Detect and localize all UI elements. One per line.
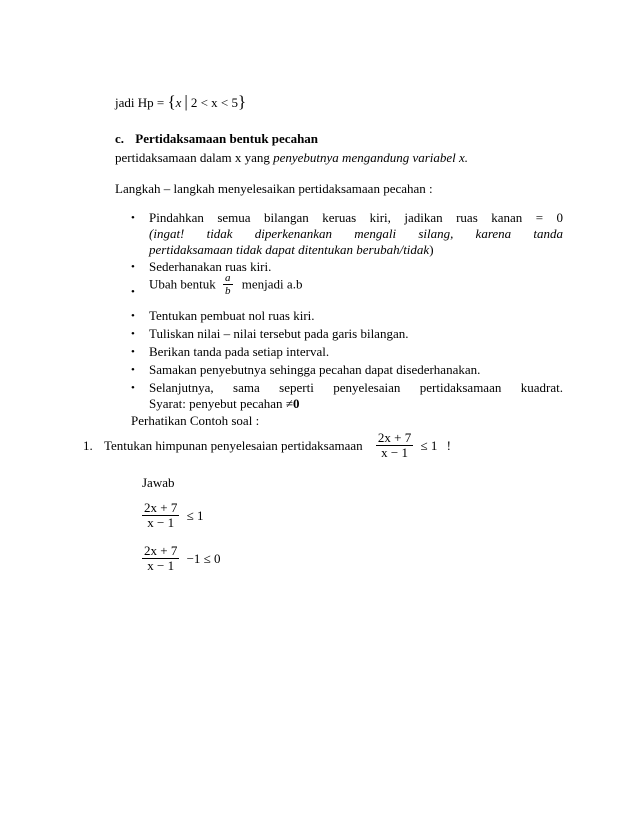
section-label: c. xyxy=(115,131,125,146)
bullet-8-line-2: Syarat: penyebut pecahan ≠0 xyxy=(149,396,300,411)
hp-prefix: jadi Hp = xyxy=(115,95,168,110)
section-title: Pertidaksamaan bentuk pecahan xyxy=(135,131,319,146)
bullet-marker: • xyxy=(131,310,135,322)
fraction-a-over-b: $\frac{a}{b}$ xyxy=(225,272,231,298)
bullet-1-line-1: Pindahkan semua bilangan keruas kiri, jadikan ruas kanan = 0 xyxy=(149,210,563,225)
hp-set: {x | 2 < x < 5} xyxy=(167,92,247,111)
problem-end: ! xyxy=(446,437,451,453)
answer-step-1: $\frac{2x + 7}{x - 1}$ ≤ 1 xyxy=(144,500,204,531)
bullet-5: Tuliskan nilai – nilai tersebut pada garis bilangan. xyxy=(149,326,409,341)
bullet-7: Samakan penyebutnya sehingga pecahan dapat disederhanakan. xyxy=(149,362,481,377)
bullet-1-line-3: pertidaksamaan tidak dapat ditentukan berubah/tidak) xyxy=(149,242,434,257)
section-definition: pertidaksamaan dalam x yang penyebutnya mengandung variabel x. xyxy=(115,150,469,165)
problem-1 xyxy=(83,431,451,461)
problem-fraction: $\frac{2x + 7}{x - 1}$ xyxy=(377,430,412,461)
bullet-marker: • xyxy=(131,261,135,273)
bullet-marker: • xyxy=(131,212,135,224)
bullet-marker: • xyxy=(131,382,135,394)
bullet-1-line-2: (ingat! tidak diperkenankan mengali silang, karena tanda xyxy=(149,226,563,241)
bullet-marker: • xyxy=(131,328,135,340)
answer-label: Jawab xyxy=(142,475,175,490)
hp-line xyxy=(115,92,246,112)
answer-step-2: $\frac{2x + 7}{x - 1}$ −1 ≤ 0 xyxy=(144,543,221,574)
steps-intro: Langkah – langkah menyelesaikan pertidaksamaan pecahan : xyxy=(115,181,433,196)
problem-number: 1. xyxy=(83,437,93,453)
answer-step-2-fraction: $\frac{2x + 7}{x - 1}$ xyxy=(144,543,178,574)
bullet-8-line-1: Selanjutnya, sama seperti penyelesaian pertidaksamaan kuadrat. xyxy=(149,380,563,395)
bullet-4: Tentukan pembuat nol ruas kiri. xyxy=(149,308,315,323)
bullet-3: Ubah bentuk $\frac{a}{b}$ menjadi a.b xyxy=(149,272,303,298)
answer-step-1-fraction: $\frac{2x + 7}{x - 1}$ xyxy=(144,500,178,531)
bullet-marker: • xyxy=(131,364,135,376)
bullet-marker: • xyxy=(131,286,135,298)
bullet-marker: • xyxy=(131,346,135,358)
example-intro: Perhatikan Contoh soal : xyxy=(131,413,260,428)
bullet-6: Berikan tanda pada setiap interval. xyxy=(149,344,330,359)
problem-relation: ≤ 1 xyxy=(420,437,438,453)
problem-text: Tentukan himpunan penyelesaian pertidaksamaan xyxy=(104,437,363,453)
bullet-2: Sederhanakan ruas kiri. xyxy=(149,259,272,274)
section-heading xyxy=(115,131,318,147)
